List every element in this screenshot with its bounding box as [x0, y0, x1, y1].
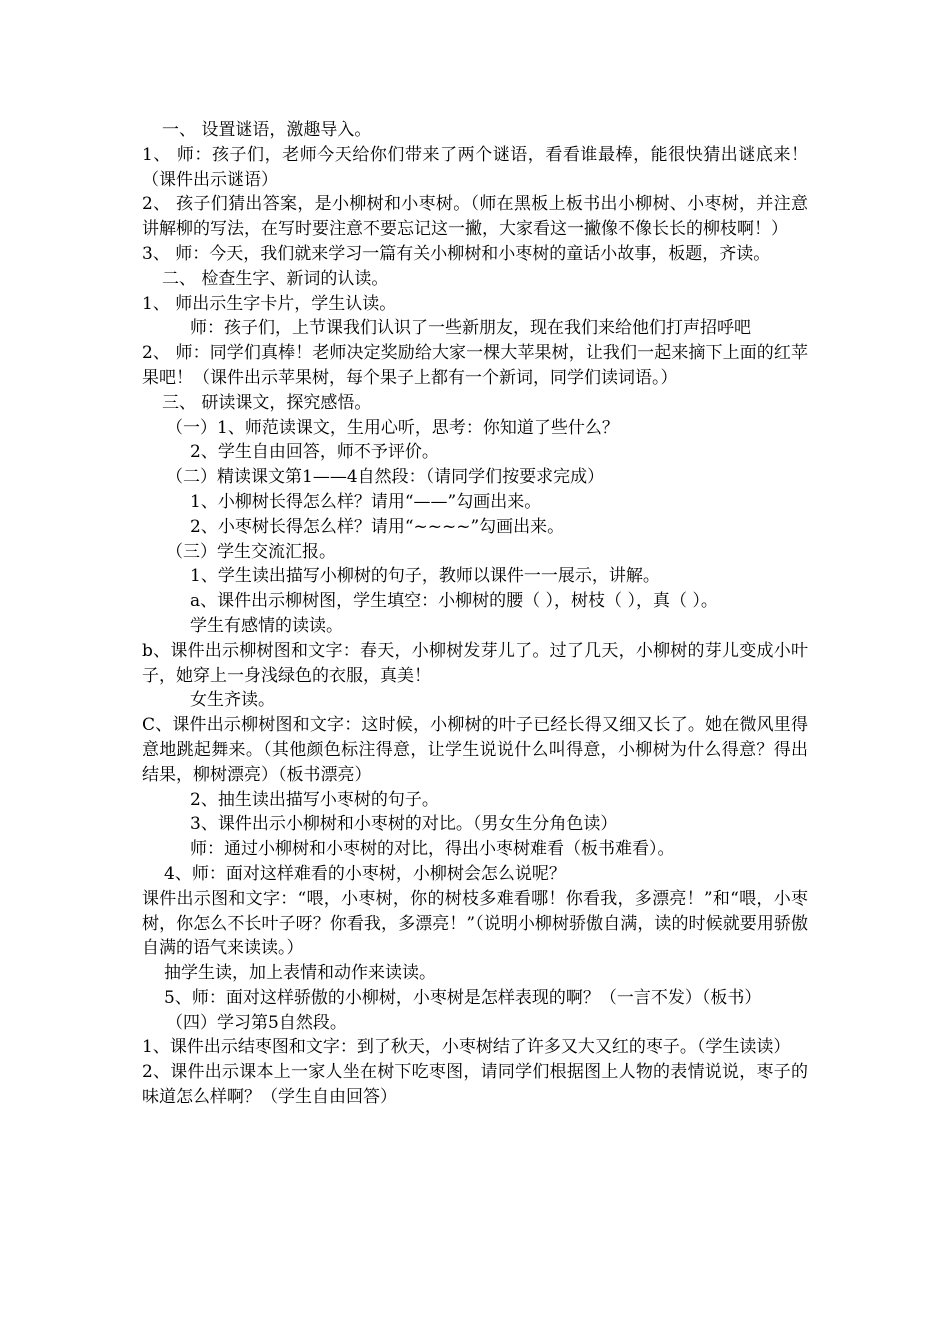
paragraph: （二）精读课文第1——4自然段：（请同学们按要求完成）	[166, 467, 605, 488]
paragraph: 师：孩子们，上节课我们认识了一些新朋友，现在我们来给他们打声招呼吧	[190, 318, 751, 339]
paragraph: （三）学生交流汇报。	[166, 541, 336, 562]
paragraph: 学生有感情的读读。	[190, 615, 343, 636]
paragraph: 3、 师：今天，我们就来学习一篇有关小柳树和小枣树的童话小故事，板题，齐读。	[142, 243, 771, 264]
paragraph: 1、 师：孩子们，老师今天给你们带来了两个谜语，看看谁最棒，能很快猜出谜底来！（课件出示谜语）	[142, 144, 808, 190]
paragraph: 三、 研读课文，探究感悟。	[162, 392, 372, 413]
paragraph: 师：通过小柳树和小枣树的对比，得出小枣树难看（板书难看）。	[190, 839, 675, 860]
paragraph: （四）学习第5自然段。	[166, 1012, 347, 1033]
paragraph: 3、课件出示小柳树和小枣树的对比。（男女生分角色读）	[190, 814, 618, 835]
paragraph: 二、 检查生字、新词的认读。	[162, 268, 389, 289]
paragraph: 5、师：面对这样骄傲的小柳树，小枣树是怎样表现的啊？（一言不发）（板书）	[164, 987, 762, 1008]
paragraph: a、课件出示柳树图，学生填空：小柳树的腰（ ），树枝（ ），真（ ）。	[190, 591, 718, 612]
paragraph: 2、课件出示课本上一家人坐在树下吃枣图，请同学们根据图上人物的表情说说，枣子的味道怎么样啊？（学生自由回答）	[142, 1062, 808, 1108]
paragraph: 1、学生读出描写小柳树的句子，教师以课件一一展示，讲解。	[190, 566, 660, 587]
paragraph: 1、课件出示结枣图和文字：到了秋天，小枣树结了许多又大又红的枣子。（学生读读）	[142, 1037, 791, 1058]
paragraph: 课件出示图和文字：“喂，小枣树，你的树枝多难看哪！你看我，多漂亮！”和“喂，小枣树，你怎么不长叶子呀？你看我，多漂亮！”（说明小柳树骄傲自满，读的时候就要用骄傲自满的语气来读读。）	[142, 888, 808, 959]
paragraph: 女生齐读。	[190, 690, 275, 711]
paragraph: 1、小柳树长得怎么样？请用“——”勾画出来。	[190, 491, 542, 512]
paragraph: 2、小枣树长得怎么样？请用“~~~~”勾画出来。	[190, 516, 565, 537]
paragraph: 2、 孩子们猜出答案，是小柳树和小枣树。（师在黑板上板书出小柳树、小枣树，并注意讲解柳的写法，在写时要注意不要忘记这一撇，大家看这一撇像不像长长的柳枝啊！）	[142, 194, 808, 240]
paragraph: 2、 师：同学们真棒！老师决定奖励给大家一棵大苹果树，让我们一起来摘下上面的红苹果吧！（课件出示苹果树，每个果子上都有一个新词，同学们读词语。）	[142, 343, 808, 388]
paragraph: 2、学生自由回答，师不予评价。	[190, 442, 439, 463]
paragraph: 2、抽生读出描写小枣树的句子。	[190, 789, 439, 810]
paragraph: 一、 设置谜语，激趣导入。	[162, 120, 372, 140]
paragraph: b、课件出示柳树图和文字：春天，小柳树发芽儿了。过了几天，小柳树的芽儿变成小叶子，她穿上一身浅绿色的衣服，真美！	[142, 640, 808, 686]
paragraph: 抽学生读，加上表情和动作来读读。	[164, 963, 436, 984]
paragraph: 4、师：面对这样难看的小枣树，小柳树会怎么说呢？	[164, 863, 566, 884]
paragraph: 1、 师出示生字卡片，学生认读。	[142, 293, 397, 314]
paragraph: C、课件出示柳树图和文字：这时候，小柳树的叶子已经长得又细又长了。她在微风里得意地跳起舞来。（其他颜色标注得意，让学生说说什么叫得意，小柳树为什么得意？得出结果，柳树漂亮）（板书漂亮）	[142, 715, 808, 785]
paragraph: （一）1、师范读课文，生用心听，思考：你知道了些什么？	[166, 417, 619, 438]
document-page	[142, 118, 808, 1110]
